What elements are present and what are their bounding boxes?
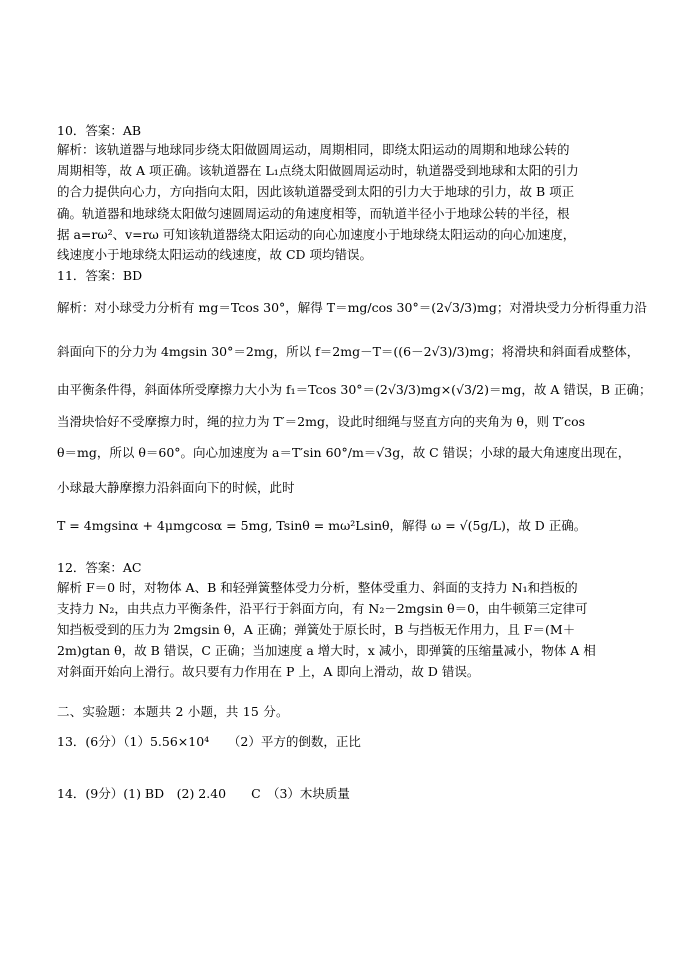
q10-answer: 10．答案：AB	[57, 123, 142, 138]
q10-explanation-line: 据 a=rω²、v=rω 可知该轨道器绕太阳运动的向心加速度小于地球绕太阳运动的向心加速度，	[57, 227, 576, 242]
q11-explanation-line: 由平衡条件得，斜面体所受摩擦力大小为 f₁＝Tcos 30°＝(2√3/3)mg×(√3/2)＝mg，故 A 错误，B 正确；	[57, 382, 652, 397]
q10-explanation-line: 解析：该轨道器与地球同步绕太阳做圆周运动，周期相同，即绕太阳运动的周期和地球公转的	[57, 142, 570, 157]
q10-explanation-line: 线速度小于地球绕太阳运动的线速度，故 CD 项均错误。	[57, 247, 373, 262]
q10-explanation-line: 的合力提供向心力，方向指向太阳，因此该轨道器受到太阳的引力大于地球的引力，故 B 项正	[57, 184, 575, 199]
q12-answer: 12．答案：AC	[57, 560, 142, 575]
q11-explanation-line: 解析：对小球受力分析有 mg＝Tcos 30°，解得 T＝mg/cos 30°＝(2√3/3)mg；对滑块受力分析得重力沿	[57, 300, 647, 315]
q12-explanation-line: 支持力 N₂，由共点力平衡条件，沿平行于斜面方向，有 N₂－2mgsin θ＝0，由牛顿第三定律可	[57, 601, 588, 616]
q11-explanation-line: 当滑块恰好不受摩擦力时，绳的拉力为 T′＝2mg，设此时细绳与竖直方向的夹角为 θ，则 T′cos	[57, 414, 586, 429]
q11-equation-line: T = 4mgsinα + 4μmgcosα = 5mg, Tsinθ = mω²Lsinθ，解得 ω = √(5g/L)，故 D 正确。	[57, 518, 587, 533]
q12-explanation-line: 对斜面开始向上滑行。故只要有力作用在 P 上，A 即向上滑动，故 D 错误。	[57, 664, 480, 679]
q14-answer: 14．(9分）(1) BD (2) 2.40 C （3）木块质量	[57, 786, 350, 801]
q11-answer: 11．答案：BD	[57, 268, 143, 283]
q11-explanation-line: θ＝mg，所以 θ＝60°。向心加速度为 a＝T′sin 60°/m＝√3g，故 C 错误；小球的最大角速度出现在，	[57, 445, 631, 460]
q12-explanation-line: 解析 F＝0 时，对物体 A、B 和轻弹簧整体受力分析，整体受重力、斜面的支持力 N₁和挡板的	[57, 580, 578, 595]
q10-explanation-line: 周期相等，故 A 项正确。该轨道器在 L₁点绕太阳做圆周运动时，轨道器受到地球和太阳的引力	[57, 163, 579, 178]
section-heading: 二、实验题：本题共 2 小题，共 15 分。	[57, 704, 289, 719]
q12-explanation-line: 知挡板受到的压力为 2mgsin θ，A 正确；弹簧处于原长时，B 与挡板无作用力，且 F＝(M＋	[57, 622, 576, 637]
q13-answer: 13．(6分）（1）5.56×10⁴ （2）平方的倒数，正比	[57, 734, 361, 749]
q11-explanation-line: 斜面向下的分力为 4mgsin 30°＝2mg，所以 f＝2mg－T＝((6－2√3)/3)mg；将滑块和斜面看成整体，	[57, 344, 640, 359]
q11-explanation-line: 小球最大静摩擦力沿斜面向下的时候，此时	[57, 480, 295, 495]
q12-explanation-line: 2m)gtan θ，故 B 错误，C 正确；当加速度 a 增大时，x 减小，即弹簧的压缩量减小，物体 A 相	[57, 643, 596, 658]
q10-explanation-line: 确。轨道器和地球绕太阳做匀速圆周运动的角速度相等，而轨道半径小于地球公转的半径，根	[57, 206, 570, 221]
